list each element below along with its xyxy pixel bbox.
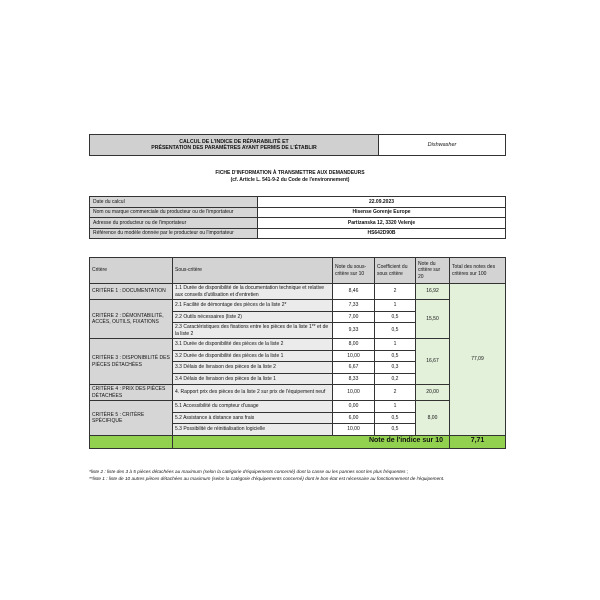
sub-criterion-note: 6,67	[333, 362, 375, 374]
sub-criterion-coef: 0,5	[375, 350, 416, 362]
sub-criterion-coef: 1	[375, 339, 416, 351]
sub-criterion-note: 10,00	[333, 424, 375, 436]
info-row	[90, 197, 506, 208]
info-value: Hisense Gorenje Europe	[258, 207, 506, 218]
info-table	[89, 196, 506, 239]
sub-criterion-coef: 2	[375, 385, 416, 401]
sub-criterion-coef: 1	[375, 300, 416, 312]
sub-criterion-coef: 0,2	[375, 373, 416, 385]
score-table	[89, 257, 506, 449]
sub-criterion-label: 3.1 Durée de disponibilité des pièces de la liste 2	[173, 339, 333, 351]
sub-criterion-note: 6,00	[333, 412, 375, 424]
sub-criterion-coef: 0,5	[375, 412, 416, 424]
footnote-list-2: *liste 2 : liste des 3 à 5 pièces détachées au maximum (selon la catégorie d'équipements concerné) dont la casse ou les pannes sont les plus fréquentes ;	[89, 469, 409, 474]
criterion-name: CRITÈRE 3 : DISPONIBILITÉ DES PIÈCES DÉTACHÉES	[90, 339, 173, 385]
sub-criterion-label: 5.2 Assistance à distance sans frais	[173, 412, 333, 424]
table-row	[90, 401, 506, 413]
header-table	[89, 134, 506, 156]
col-header-note10: Note du sous-critère sur 10	[333, 258, 375, 284]
sub-criterion-coef: 0,5	[375, 323, 416, 339]
sub-criterion-note: 8,46	[333, 284, 375, 300]
final-blank-cell	[90, 435, 173, 448]
criterion-name: CRITÈRE 4 : PRIX DES PIÈCES DÉTACHÉES	[90, 385, 173, 401]
sub-criterion-coef: 1	[375, 401, 416, 413]
sub-criterion-label: 4. Rapport prix des pièces de la liste 2 sur prix de l'équipement neuf	[173, 385, 333, 401]
criterion-score: 20,00	[416, 385, 450, 401]
info-value: Partizanska 12, 3320 Velenje	[258, 218, 506, 229]
info-row	[90, 228, 506, 239]
sub-criterion-note: 7,00	[333, 311, 375, 323]
fiche-line-2: (cf. Article L. 541-9-2 du Code de l'environnement)	[230, 176, 350, 183]
sub-criterion-label: 3.3 Délais de livraison des pièces de la liste 2	[173, 362, 333, 374]
document-title	[90, 135, 379, 156]
final-score-value: 7,71	[450, 435, 506, 448]
sub-criterion-coef: 2	[375, 284, 416, 300]
info-label: Date du calcul	[90, 197, 258, 208]
sub-criterion-coef: 0,3	[375, 362, 416, 374]
col-header-coef: Coefficient du sous critère	[375, 258, 416, 284]
info-value: HS642D90B	[258, 228, 506, 239]
sub-criterion-label: 5.3 Possibilité de réinitialisation logicielle	[173, 424, 333, 436]
final-score-label: Note de l'indice sur 10	[173, 435, 450, 448]
final-score-row	[90, 435, 506, 448]
col-header-note20: Note du critère sur 20	[416, 258, 450, 284]
fiche-line-1: FICHE D'INFORMATION À TRANSMETTRE AUX DEMANDEURS	[215, 170, 365, 176]
sub-criterion-label: 2.2 Outils nécessaires (liste 2)	[173, 311, 333, 323]
col-header-sub-criteria: Sous-critère	[173, 258, 333, 284]
footnote-list-1: **liste 1 : liste de 10 autres pièces détachées au maximum (selon la catégorie d'équipements concerné) dont le bon état est nécessaire au fonctionnement de l'équipement.	[89, 475, 445, 481]
sub-criterion-label: 5.1 Accessibilité du compteur d'usage	[173, 401, 333, 413]
criterion-name: CRITÈRE 1 : DOCUMENTATION	[90, 284, 173, 300]
title-line-2: PRÉSENTATION DES PARAMÈTRES AYANT PERMIS DE L'ÉTABLIR	[151, 145, 317, 151]
sub-criterion-note: 8,00	[333, 339, 375, 351]
title-line-1: CALCUL DE L'INDICE DE RÉPARABILITÉ ET	[179, 138, 289, 145]
table-row	[90, 339, 506, 351]
table-row	[90, 284, 506, 300]
col-header-total: Total des notes des critères sur 100	[450, 258, 506, 284]
sub-criterion-note: 7,33	[333, 300, 375, 312]
sub-criterion-label: 3.4 Délais de livraison des pièces de la liste 1	[173, 373, 333, 385]
info-label: Nom ou marque commerciale du producteur ou de l'importateur	[90, 207, 258, 218]
sub-criterion-label: 2.3 Caractéristiques des fixations entre les pièces de la liste 1** et de la liste 2	[173, 323, 333, 339]
sub-criterion-coef: 0,5	[375, 311, 416, 323]
info-label: Référence du modèle donnée par le producteur ou l'importateur	[90, 228, 258, 239]
sub-criterion-label: 3.2 Durée de disponibilité des pièces de la liste 1	[173, 350, 333, 362]
criterion-score: 16,92	[416, 284, 450, 300]
criterion-name: CRITÈRE 5 : CRITÈRE SPÉCIFIQUE	[90, 401, 173, 436]
total-score: 77,09	[450, 284, 506, 436]
criterion-score: 15,50	[416, 300, 450, 339]
fiche-heading	[160, 170, 420, 183]
sub-criterion-note: 8,33	[333, 373, 375, 385]
info-value: 22.09.2023	[258, 197, 506, 208]
table-header-row	[90, 258, 506, 284]
info-row	[90, 207, 506, 218]
criterion-score: 16,67	[416, 339, 450, 385]
product-type: Dishwasher	[379, 135, 506, 156]
criterion-name: CRITÈRE 2 : DÉMONTABILITÉ, ACCÈS, OUTILS, FIXATIONS	[90, 300, 173, 339]
footnotes	[89, 469, 509, 482]
col-header-criteria: Critère	[90, 258, 173, 284]
sub-criterion-note: 10,00	[333, 350, 375, 362]
table-row	[90, 385, 506, 401]
sub-criterion-coef: 0,5	[375, 424, 416, 436]
criterion-score: 8,00	[416, 401, 450, 436]
info-label: Adresse du producteur ou de l'importateur	[90, 218, 258, 229]
sub-criterion-label: 1.1 Durée de disponibilité de la documentation technique et relative aux conseils d'utilisation et d'entretien	[173, 284, 333, 300]
info-row	[90, 218, 506, 229]
sub-criterion-label: 2.1 Facilité de démontage des pièces de la liste 2*	[173, 300, 333, 312]
table-row	[90, 300, 506, 312]
sub-criterion-note: 0,00	[333, 401, 375, 413]
sub-criterion-note: 9,33	[333, 323, 375, 339]
sub-criterion-note: 10,00	[333, 385, 375, 401]
